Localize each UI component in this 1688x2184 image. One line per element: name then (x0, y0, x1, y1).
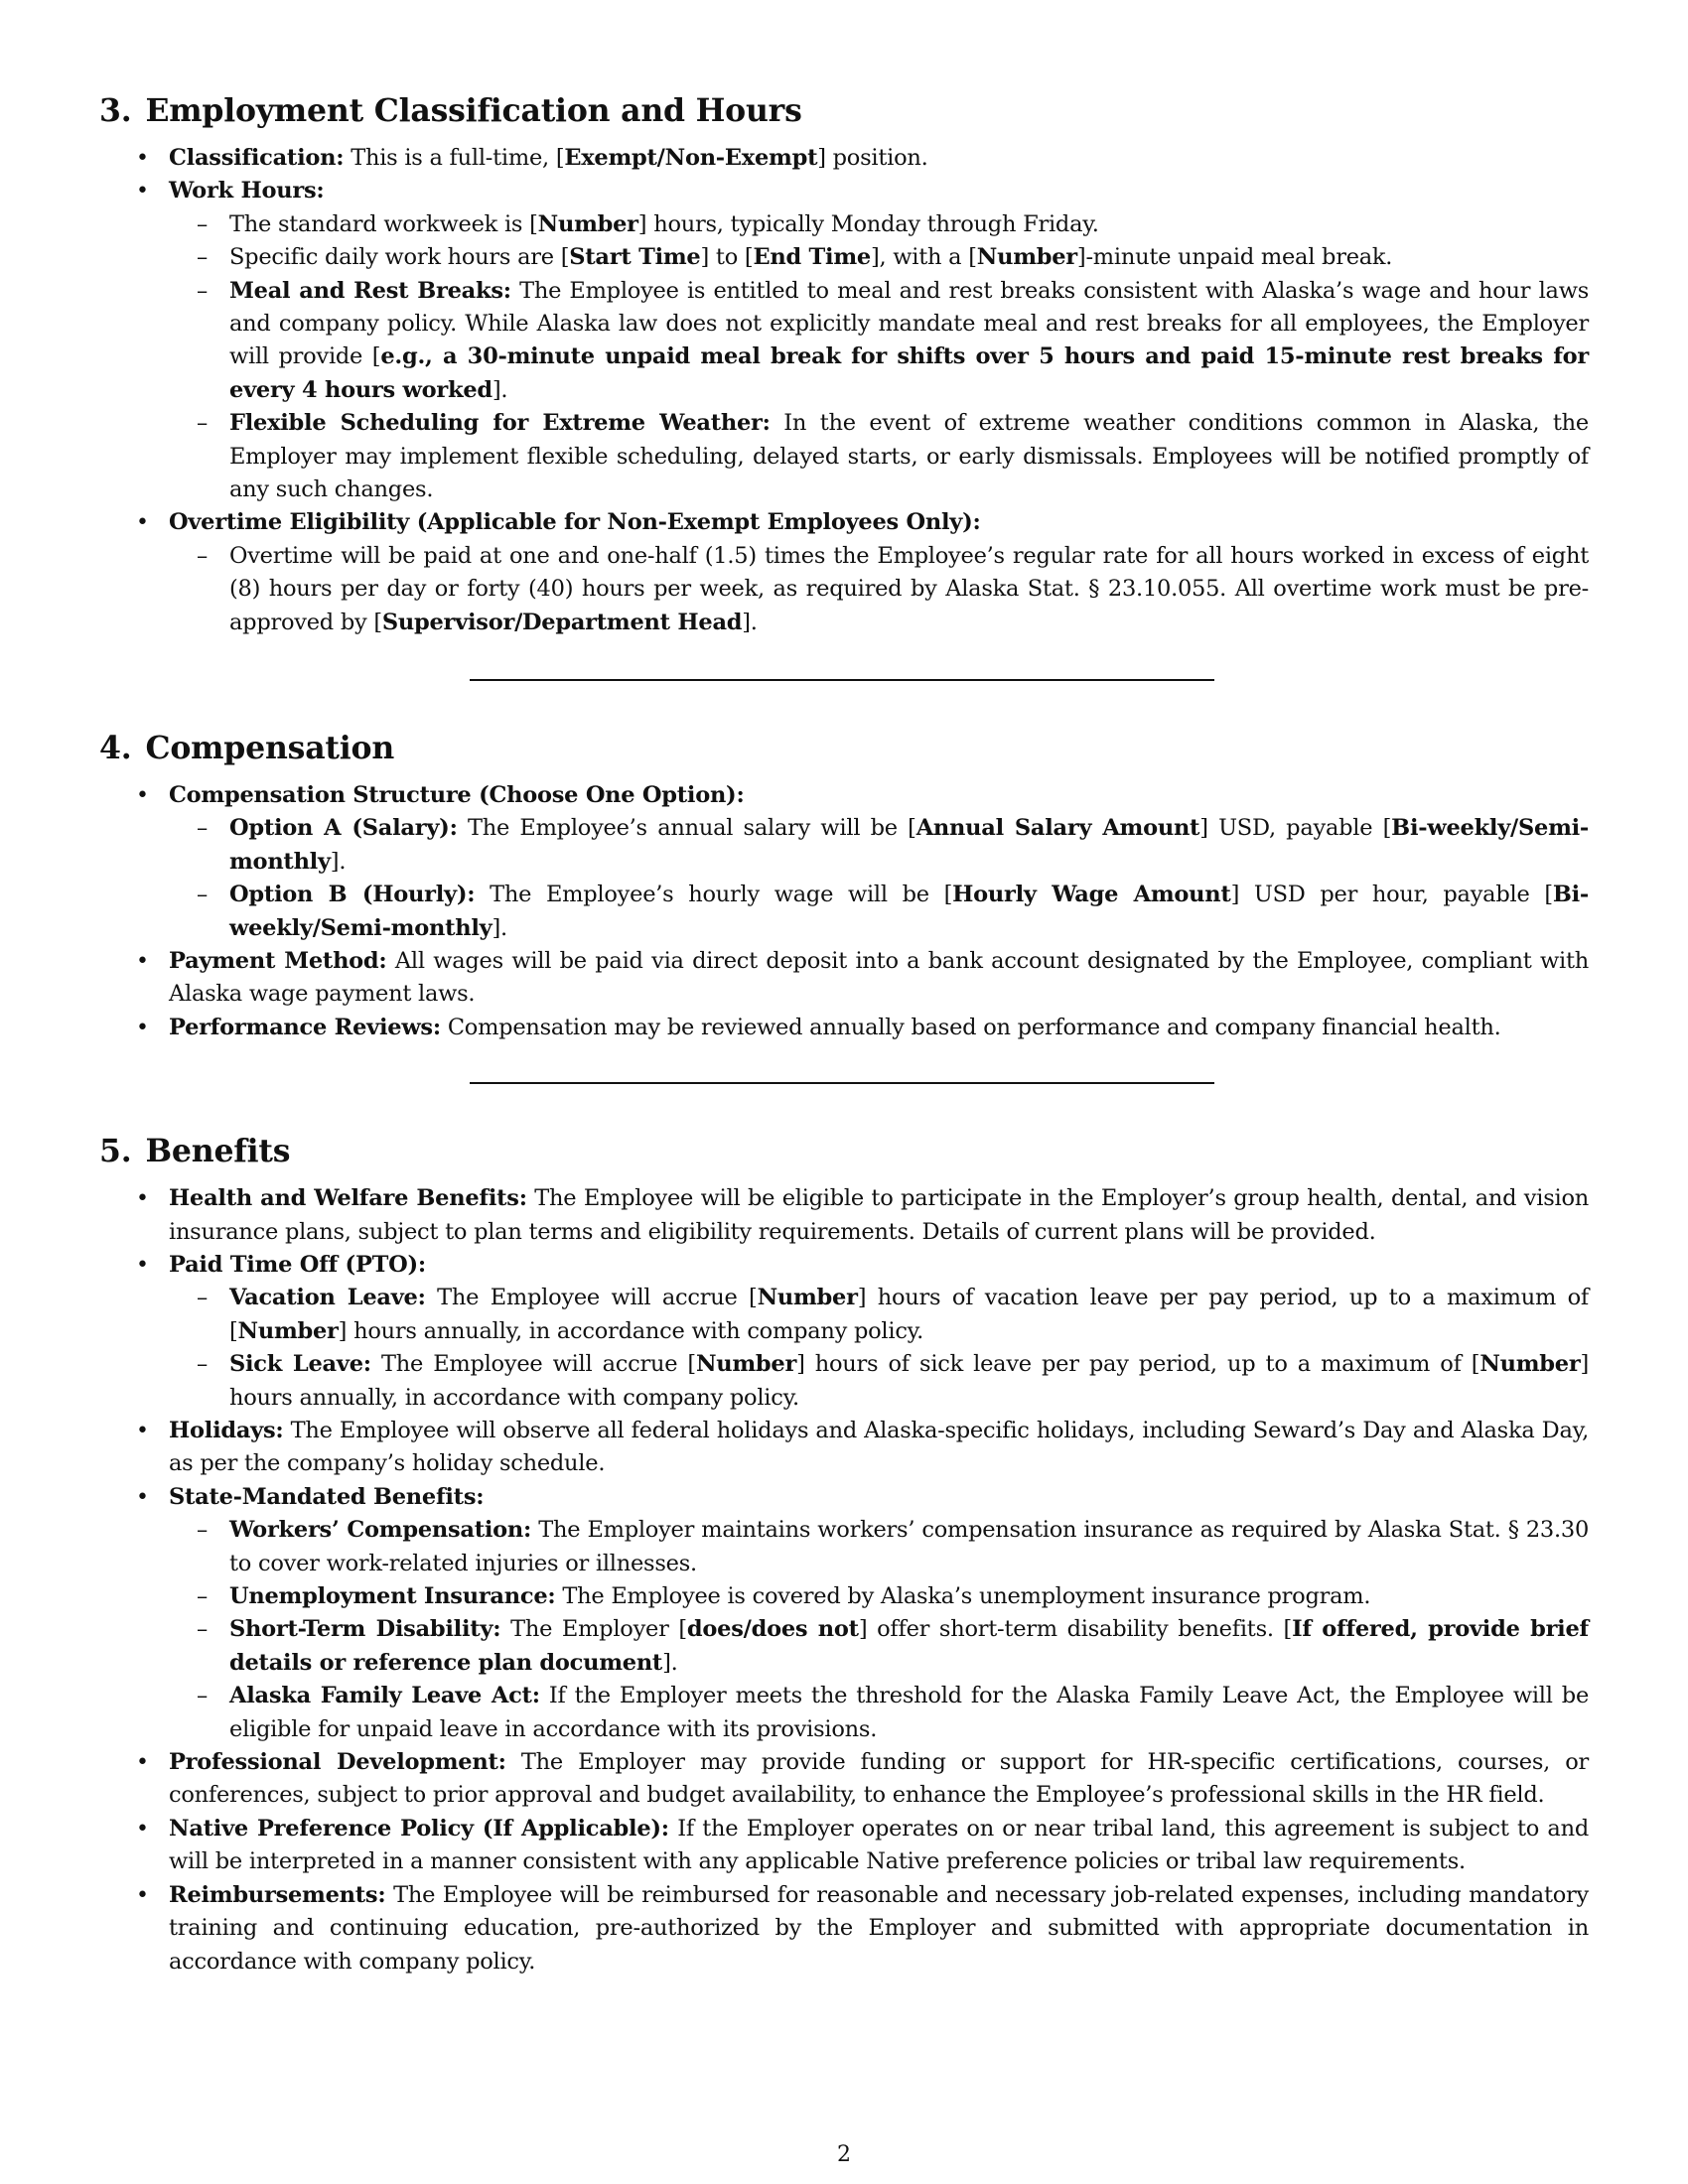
list-item-holidays: • Holidays: The Employee will observe all federal holidays and Alaska-specific holidays, including Seward’s Day and Alaska Day, as per the company’s holiday schedule. (99, 1415, 1589, 1481)
section-employment-classification (99, 91, 1589, 639)
bullet-list (99, 779, 1589, 1044)
sub-item-flexible-scheduling: – Flexible Scheduling for Extreme Weather: In the event of extreme weather conditions common in Alaska, the Employer may implement flexible scheduling, delayed starts, or early dismissals. Employees will be notified promptly of any such changes. (169, 407, 1589, 506)
list-item-state-mandated-benefits: • State-Mandated Benefits: – Workers’ Compensation: The Employer maintains workers’ compensation insurance as required by Alaska Stat. § 23.30 to cover work-related injuries or illnesses. – Unemployment Insurance: The Employee is covered by Alaska’s unemployment insurance program. – Short-Term Disability: The Employer [does/does not] offer short-term disability benefits. [If offered, provide brief details or reference plan document]. – Alaska Family Leave Act: If the Employer meets the threshold for the Alaska Family Leave Act, the Employee will be eligible for unpaid leave in accordance with its provisions. (99, 1481, 1589, 1746)
list-item-work-hours: • Work Hours: – The standard workweek is [Number] hours, typically Monday through Friday. – Specific daily work hours are [Start Time] to [End Time], with a [Number]-minute unpaid meal break. – Meal and Rest Breaks: The Employee is entitled to meal and rest breaks consistent with Alaska’s wage and hour laws and company policy. While Alaska law does not explicitly mandate meal and rest breaks for all employees, the Employer will provide [e.g., a 30-minute unpaid meal break for shifts over 5 hours and paid 15-minute rest breaks for every 4 hours worked]. – Flexible Scheduling for Extreme Weather: In the event of extreme weather conditions common in Alaska, the Employer may implement flexible scheduling, delayed starts, or early dismissals. Employees will be notified promptly of any such changes. (99, 175, 1589, 506)
sub-item-overtime-rate: – Overtime will be paid at one and one-half (1.5) times the Employee’s regular rate for all hours worked in excess of eight (8) hours per day or forty (40) hours per week, as required by Alaska Stat. § 23.10.055. All overtime work must be pre-approved by [Supervisor/Department Head]. (169, 540, 1589, 639)
sub-list (169, 540, 1589, 639)
list-item-classification: • Classification: This is a full-time, [Exempt/Non-Exempt] position. (99, 142, 1589, 175)
page-number: 2 (837, 2142, 851, 2167)
sub-item-meal-rest-breaks: – Meal and Rest Breaks: The Employee is entitled to meal and rest breaks consistent with Alaska’s wage and hour laws and company policy. While Alaska law does not explicitly mandate meal and rest breaks for all employees, the Employer will provide [e.g., a 30-minute unpaid meal break for shifts over 5 hours and paid 15-minute rest breaks for every 4 hours worked]. (169, 275, 1589, 408)
sub-item-unemployment-insurance: – Unemployment Insurance: The Employee is covered by Alaska’s unemployment insurance program. (169, 1580, 1589, 1613)
sub-item-option-b-hourly: – Option B (Hourly): The Employee’s hourly wage will be [Hourly Wage Amount] USD per hour, payable [Bi-weekly/Semi-monthly]. (169, 879, 1589, 945)
sub-item-standard-workweek: – The standard workweek is [Number] hours, typically Monday through Friday. (169, 208, 1589, 241)
bullet-list (99, 1182, 1589, 1979)
list-item-compensation-structure: • Compensation Structure (Choose One Option): – Option A (Salary): The Employee’s annual salary will be [Annual Salary Amount] USD, payable [Bi-weekly/Semi-monthly]. – Option B (Hourly): The Employee’s hourly wage will be [Hourly Wage Amount] USD per hour, payable [Bi-weekly/Semi-monthly]. (99, 779, 1589, 945)
document-page (99, 91, 1589, 1979)
sub-list (169, 1282, 1589, 1415)
bullet-list (99, 142, 1589, 639)
section-compensation (99, 729, 1589, 1044)
horizontal-divider (470, 679, 1214, 681)
sub-item-option-a-salary: – Option A (Salary): The Employee’s annual salary will be [Annual Salary Amount] USD, payable [Bi-weekly/Semi-monthly]. (169, 812, 1589, 879)
sub-list (169, 208, 1589, 507)
sub-item-daily-hours: – Specific daily work hours are [Start Time] to [End Time], with a [Number]-minute unpaid meal break. (169, 241, 1589, 274)
horizontal-divider (470, 1082, 1214, 1084)
section-benefits (99, 1132, 1589, 1979)
list-item-health-welfare: • Health and Welfare Benefits: The Employee will be eligible to participate in the Employer’s group health, dental, and vision insurance plans, subject to plan terms and eligibility requirements. Details of current plans will be provided. (99, 1182, 1589, 1249)
section-heading: 3. Employment Classification and Hours (99, 92, 802, 129)
list-item-paid-time-off: • Paid Time Off (PTO): – Vacation Leave: The Employee will accrue [Number] hours of vacation leave per pay period, up to a maximum of [Number] hours annually, in accordance with company policy. – Sick Leave: The Employee will accrue [Number] hours of sick leave per pay period, up to a maximum of [Number] hours annually, in accordance with company policy. (99, 1249, 1589, 1415)
list-item-payment-method: • Payment Method: All wages will be paid via direct deposit into a bank account designated by the Employee, compliant with Alaska wage payment laws. (99, 945, 1589, 1012)
list-item-performance-reviews: • Performance Reviews: Compensation may be reviewed annually based on performance and company financial health. (99, 1012, 1589, 1044)
sub-item-sick-leave: – Sick Leave: The Employee will accrue [Number] hours of sick leave per pay period, up to a maximum of [Number] hours annually, in accordance with company policy. (169, 1348, 1589, 1415)
sub-list (169, 1514, 1589, 1746)
sub-list (169, 812, 1589, 945)
list-item-native-preference-policy: • Native Preference Policy (If Applicable): If the Employer operates on or near tribal land, this agreement is subject to and will be interpreted in a manner consistent with any applicable Native preference policies or tribal law requirements. (99, 1813, 1589, 1879)
section-heading: 5. Benefits (99, 1133, 291, 1170)
list-item-overtime-eligibility: • Overtime Eligibility (Applicable for Non-Exempt Employees Only): – Overtime will be paid at one and one-half (1.5) times the Employee’s regular rate for all hours worked in excess of eight (8) hours per day or forty (40) hours per week, as required by Alaska Stat. § 23.10.055. All overtime work must be pre-approved by [Supervisor/Department Head]. (99, 506, 1589, 639)
sub-item-vacation-leave: – Vacation Leave: The Employee will accrue [Number] hours of vacation leave per pay period, up to a maximum of [Number] hours annually, in accordance with company policy. (169, 1282, 1589, 1348)
section-heading: 4. Compensation (99, 730, 395, 767)
list-item-reimbursements: • Reimbursements: The Employee will be reimbursed for reasonable and necessary job-related expenses, including mandatory training and continuing education, pre-authorized by the Employer and submitted with appropriate documentation in accordance with company policy. (99, 1879, 1589, 1979)
list-item-professional-development: • Professional Development: The Employer may provide funding or support for HR-specific certifications, courses, or conferences, subject to prior approval and budget availability, to enhance the Employee’s professional skills in the HR field. (99, 1746, 1589, 1813)
sub-item-alaska-family-leave: – Alaska Family Leave Act: If the Employer meets the threshold for the Alaska Family Leave Act, the Employee will be eligible for unpaid leave in accordance with its provisions. (169, 1680, 1589, 1746)
sub-item-short-term-disability: – Short-Term Disability: The Employer [does/does not] offer short-term disability benefits. [If offered, provide brief details or reference plan document]. (169, 1613, 1589, 1680)
sub-item-workers-compensation: – Workers’ Compensation: The Employer maintains workers’ compensation insurance as required by Alaska Stat. § 23.30 to cover work-related injuries or illnesses. (169, 1514, 1589, 1580)
